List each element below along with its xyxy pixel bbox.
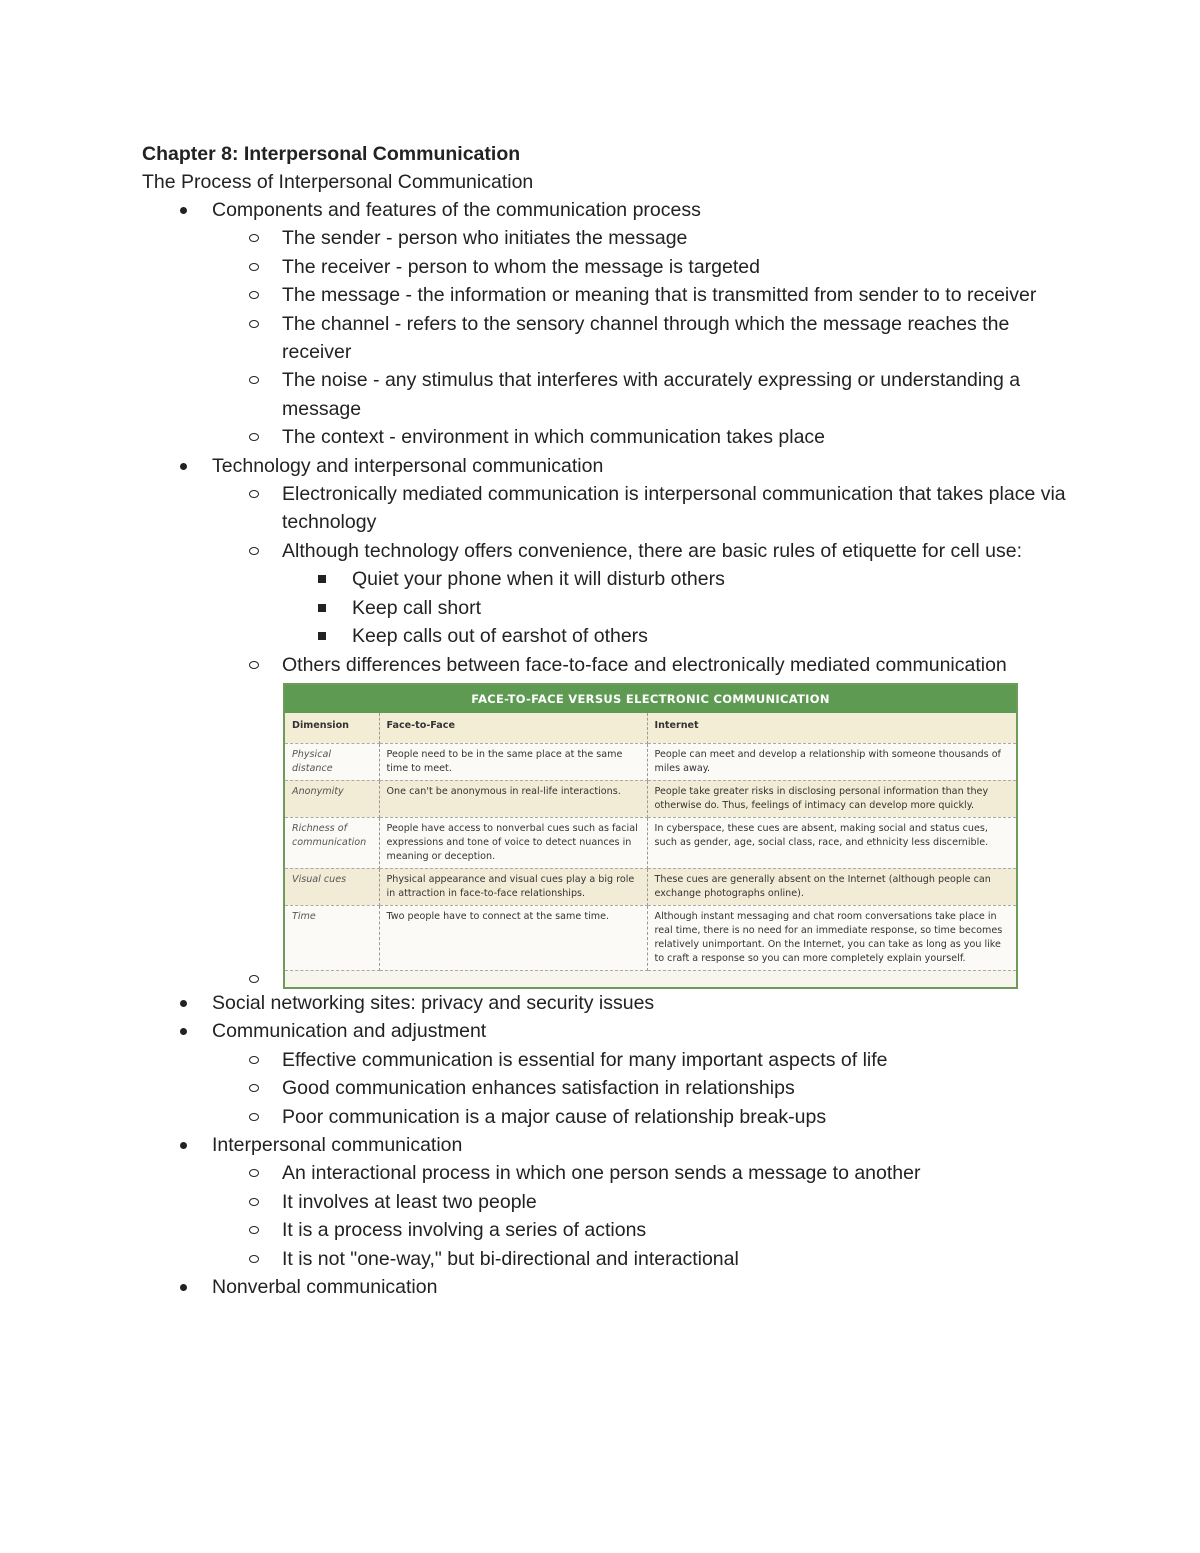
list-item: Interpersonal communication An interactional process in which one person sends a message to another It involves at least two people It is a process involving a series of actions It is not "one-way," but bi-directional and interactional (142, 1131, 1072, 1273)
list-item: The receiver - person to whom the message is targeted (212, 253, 1072, 281)
table-cell: One can't be anonymous in real-life interactions. (379, 780, 647, 817)
list-item: Although technology offers convenience, there are basic rules of etiquette for cell use: Quiet your phone when it will disturb others Keep call short Keep calls out of earshot of others (212, 537, 1072, 651)
comparison-table (285, 713, 1016, 971)
circle-bullet-icon (249, 320, 259, 328)
square-bullet-icon (318, 632, 326, 640)
circle-bullet-icon (249, 1056, 259, 1064)
square-bullet-icon (318, 604, 326, 612)
list-item: Good communication enhances satisfaction in relationships (212, 1074, 1072, 1102)
comparison-table-figure (283, 683, 1018, 989)
table-cell: Richness of communication (285, 817, 379, 868)
section-subtitle: The Process of Interpersonal Communication (142, 171, 534, 193)
list-item: The noise - any stimulus that interferes with accurately expressing or understanding a message (212, 366, 1072, 423)
list-item: The sender - person who initiates the message (212, 224, 1072, 252)
list-item: The message - the information or meaning that is transmitted from sender to to receiver (212, 281, 1072, 309)
list-item: Communication and adjustment Effective communication is essential for many important aspects of life Good communication enhances satisfaction in relationships Poor communication is a major cause of relationship break-ups (142, 1017, 1072, 1131)
table-cell: Time (285, 905, 379, 970)
list-item: Keep call short (282, 594, 1072, 622)
sublist (282, 565, 1072, 650)
figure-item (212, 679, 1072, 989)
circle-bullet-icon (249, 1255, 259, 1263)
list-item: Others differences between face-to-face and electronically mediated communication (212, 651, 1072, 679)
table-header-row (285, 713, 1016, 744)
list-item: Components and features of the communication process The sender - person who initiates the message The receiver - person to whom the message is targeted The message - the information or meaning that is transmitted from sender to to receiver The channel - refers to the sensory channel through which the message reaches the receiver The noise - any stimulus that interferes with accurately expressing or understanding a message The context - environment in which communication takes place (142, 196, 1072, 452)
figure-heading: FACE-TO-FACE VERSUS ELECTRONIC COMMUNICATION (285, 685, 1016, 713)
list-item: Nonverbal communication (142, 1273, 1072, 1301)
table-cell: People have access to nonverbal cues such as facial expressions and tone of voice to detect nuances in meaning or deception. (379, 817, 647, 868)
circle-bullet-icon (249, 1169, 259, 1177)
sublist (212, 1046, 1072, 1131)
list-item: Poor communication is a major cause of relationship break-ups (212, 1103, 1072, 1131)
bullet-icon (180, 1000, 187, 1007)
table-cell: Although instant messaging and chat room conversations take place in real time, there is no need for an immediate response, so time becomes relatively unimportant. On the Internet, you can take as long as you like to craft a response so you can more completely explain yourself. (647, 905, 1016, 970)
circle-bullet-icon (249, 433, 259, 441)
list-item: An interactional process in which one person sends a message to another (212, 1159, 1072, 1187)
table-row (285, 905, 1016, 970)
sublist (212, 1159, 1072, 1273)
table-cell: Anonymity (285, 780, 379, 817)
sublist (212, 480, 1072, 989)
table-cell: People can meet and develop a relationship with someone thousands of miles away. (647, 743, 1016, 780)
circle-bullet-icon (249, 291, 259, 299)
bullet-icon (180, 463, 187, 470)
document-page (142, 140, 1072, 1301)
list-item: Keep calls out of earshot of others (282, 622, 1072, 650)
column-header: Face-to-Face (379, 713, 647, 744)
table-row (285, 780, 1016, 817)
list-item: It is a process involving a series of actions (212, 1216, 1072, 1244)
list-item: It is not "one-way," but bi-directional and interactional (212, 1245, 1072, 1273)
table-cell: Two people have to connect at the same time. (379, 905, 647, 970)
circle-bullet-icon (249, 1084, 259, 1092)
list-item: Technology and interpersonal communication Electronically mediated communication is interpersonal communication that takes place via technology Although technology offers convenience, there are basic rules of etiquette for cell use: Quiet your phone when it will disturb others Keep call short Keep calls out of earshot of others Others differences between face-to-face and electronically mediated communication FACE-TO-FACE VERSUS ELECTRONIC COMMUNICATION Dimension Face-to-Face Internet Physical distance People need to be in the same place at the same time to meet. People can meet and develop a relationship with someone thousands of miles away. Anonymity One can't be anonymous in real-life interactions. People take greater risks in disclosing personal information than they otherwise do. Thus, feelings of intimacy can develop more quickly. Richness of communication People have access to nonverbal cues such as facial expressions and tone of voice to detect nuances in meaning or deception. In cyberspace, these cues are absent, making social and status cues, such as gender, age, social class, race, and ethnicity less discernible. Visual cues Physical appearance and visual cues play a big role in attraction in face-to-face relationships. These cues are generally absent on the Internet (although people can exchange photographs online). Time Two people have to connect at the same time. Although instant messaging and chat room conversations take place in real time, there is no need for an immediate response, so time becomes relatively unimportant. On the Internet, you can take as long as you like to craft a response so you can more completely explain yourself. (142, 452, 1072, 989)
bullet-icon (180, 1028, 187, 1035)
circle-bullet-icon (249, 490, 259, 498)
table-row (285, 743, 1016, 780)
list-item: Social networking sites: privacy and security issues (142, 989, 1072, 1017)
table-cell: People need to be in the same place at the same time to meet. (379, 743, 647, 780)
table-cell: In cyberspace, these cues are absent, making social and status cues, such as gender, age, social class, race, and ethnicity less discernible. (647, 817, 1016, 868)
square-bullet-icon (318, 575, 326, 583)
circle-bullet-icon (249, 1226, 259, 1234)
sublist (212, 224, 1072, 451)
circle-bullet-icon (249, 975, 259, 983)
list-item: Electronically mediated communication is interpersonal communication that takes place via technology (212, 480, 1072, 537)
bullet-icon (180, 1284, 187, 1291)
table-cell: People take greater risks in disclosing personal information than they otherwise do. Thus, feelings of intimacy can develop more quickly. (647, 780, 1016, 817)
table-cell: Visual cues (285, 868, 379, 905)
table-row (285, 868, 1016, 905)
table-cell: Physical appearance and visual cues play a big role in attraction in face-to-face relationships. (379, 868, 647, 905)
circle-bullet-icon (249, 376, 259, 384)
table-cell: These cues are generally absent on the Internet (although people can exchange photographs online). (647, 868, 1016, 905)
list-item: Quiet your phone when it will disturb others (282, 565, 1072, 593)
circle-bullet-icon (249, 1198, 259, 1206)
circle-bullet-icon (249, 1113, 259, 1121)
list-item: It involves at least two people (212, 1188, 1072, 1216)
bullet-icon (180, 207, 187, 214)
list-item: The channel - refers to the sensory channel through which the message reaches the receiver (212, 310, 1072, 367)
circle-bullet-icon (249, 547, 259, 555)
table-cell: Physical distance (285, 743, 379, 780)
bullet-icon (180, 1142, 187, 1149)
table-row (285, 817, 1016, 868)
column-header: Internet (647, 713, 1016, 744)
list-item: The context - environment in which communication takes place (212, 423, 1072, 451)
outline-list (142, 196, 1072, 1301)
circle-bullet-icon (249, 263, 259, 271)
column-header: Dimension (285, 713, 379, 744)
circle-bullet-icon (249, 661, 259, 669)
circle-bullet-icon (249, 234, 259, 242)
list-item: Effective communication is essential for many important aspects of life (212, 1046, 1072, 1074)
chapter-title: Chapter 8: Interpersonal Communication (142, 143, 521, 165)
